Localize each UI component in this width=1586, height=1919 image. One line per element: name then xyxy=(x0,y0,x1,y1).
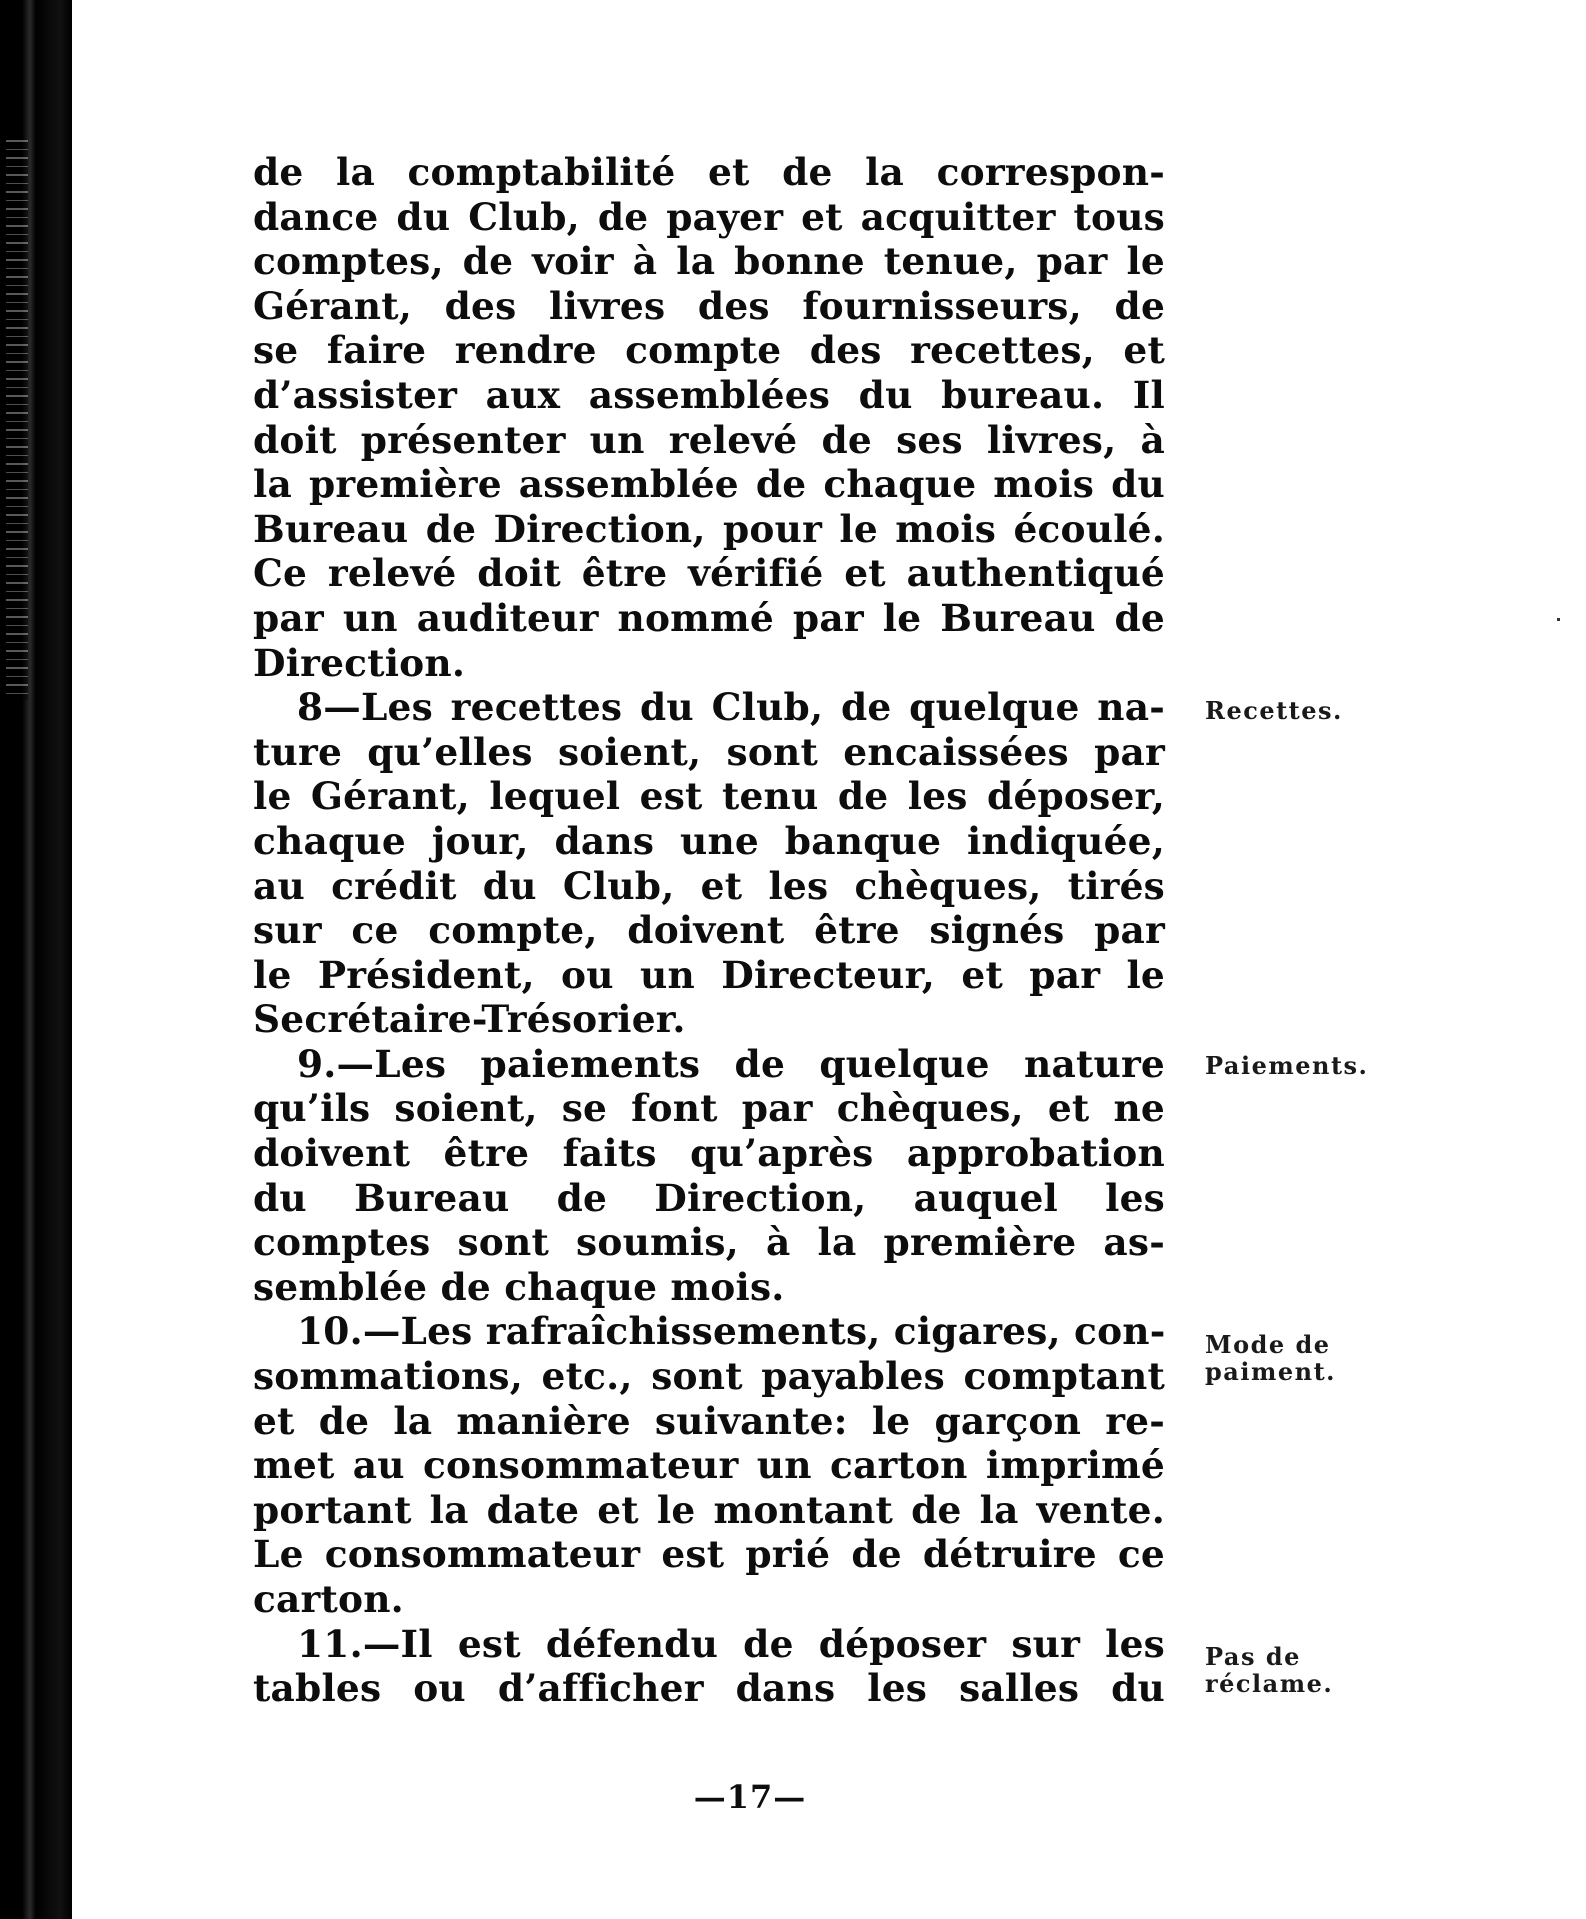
scan-speck xyxy=(1557,618,1560,621)
text-line: sommations, etc., sont payables comptant xyxy=(253,1354,1165,1399)
text-line: comptes, de voir à la bonne tenue, par le xyxy=(253,239,1165,284)
margin-note-line: Pas de xyxy=(1205,1642,1301,1671)
text-line: Direction. xyxy=(253,640,466,685)
text-line: Ce relevé doit être vérifié et authentiqué xyxy=(253,551,1165,596)
text-line: comptes sont soumis, à la première as- xyxy=(253,1220,1165,1265)
text-line: de la comptabilité et de la correspon- xyxy=(253,150,1165,194)
text-line: se faire rendre compte des recettes, et xyxy=(253,328,1165,373)
text-line: Le consommateur est prié de détruire ce xyxy=(253,1532,1165,1577)
body-text xyxy=(253,150,1165,1711)
article-10-start: 10.—Les rafraîchissements, cigares, con- xyxy=(297,1309,1166,1354)
text-line: sur ce compte, doivent être signés par xyxy=(253,908,1165,953)
text-line: semblée de chaque mois. xyxy=(253,1264,785,1309)
text-line: carton. xyxy=(253,1577,404,1621)
text-line: chaque jour, dans une banque indiquée, xyxy=(253,818,1165,863)
text-line: du Bureau de Direction, auquel les xyxy=(253,1175,1165,1220)
article-9-start: 9.—Les paiements de quelque nature xyxy=(297,1041,1165,1086)
page-number: —17— xyxy=(693,1778,807,1816)
text-line: Secrétaire-Trésorier. xyxy=(253,997,686,1042)
text-line: Gérant, des livres des fournisseurs, de xyxy=(253,283,1165,328)
text-line: le Président, ou un Directeur, et par le xyxy=(253,952,1165,997)
margin-note-mode-de-paiment xyxy=(1205,1331,1395,1385)
text-line: portant la date et le montant de la vente. xyxy=(253,1487,1165,1532)
article-11-start: 11.—Il est défendu de déposer sur les xyxy=(297,1621,1165,1666)
text-line: met au consommateur un carton imprimé xyxy=(253,1443,1165,1488)
text-line: qu’ils soient, se font par chèques, et ne xyxy=(253,1086,1165,1131)
text-line: ture qu’elles soient, sont encaissées par xyxy=(253,729,1165,774)
article-8-start: 8—Les recettes du Club, de quelque na- xyxy=(297,685,1165,730)
book-binding-edge xyxy=(0,0,72,1919)
text-line: Bureau de Direction, pour le mois écoulé. xyxy=(253,506,1165,551)
text-line: dance du Club, de payer et acquitter tous xyxy=(253,194,1165,239)
text-line: doivent être faits qu’après approbation xyxy=(253,1131,1165,1176)
text-line: le Gérant, lequel est tenu de les déposer, xyxy=(253,774,1165,819)
margin-note-line: Mode de xyxy=(1205,1330,1331,1359)
text-line: au crédit du Club, et les chèques, tirés xyxy=(253,863,1165,908)
text-line: tables ou d’afficher dans les salles du xyxy=(253,1666,1165,1711)
margin-note-pas-de-reclame xyxy=(1205,1643,1395,1697)
text-line: la première assemblée de chaque mois du xyxy=(253,462,1165,507)
margin-note-recettes: Recettes. xyxy=(1205,696,1343,725)
margin-note-line: paiment. xyxy=(1205,1357,1337,1386)
margin-note-line: réclame. xyxy=(1205,1669,1334,1698)
text-line: et de la manière suivante: le garçon re- xyxy=(253,1398,1165,1443)
text-line: d’assister aux assemblées du bureau. Il xyxy=(253,372,1165,417)
text-line: par un auditeur nommé par le Bureau de xyxy=(253,595,1165,640)
margin-note-paiements: Paiements. xyxy=(1205,1051,1369,1080)
text-line: doit présenter un relevé de ses livres, à xyxy=(253,417,1165,462)
